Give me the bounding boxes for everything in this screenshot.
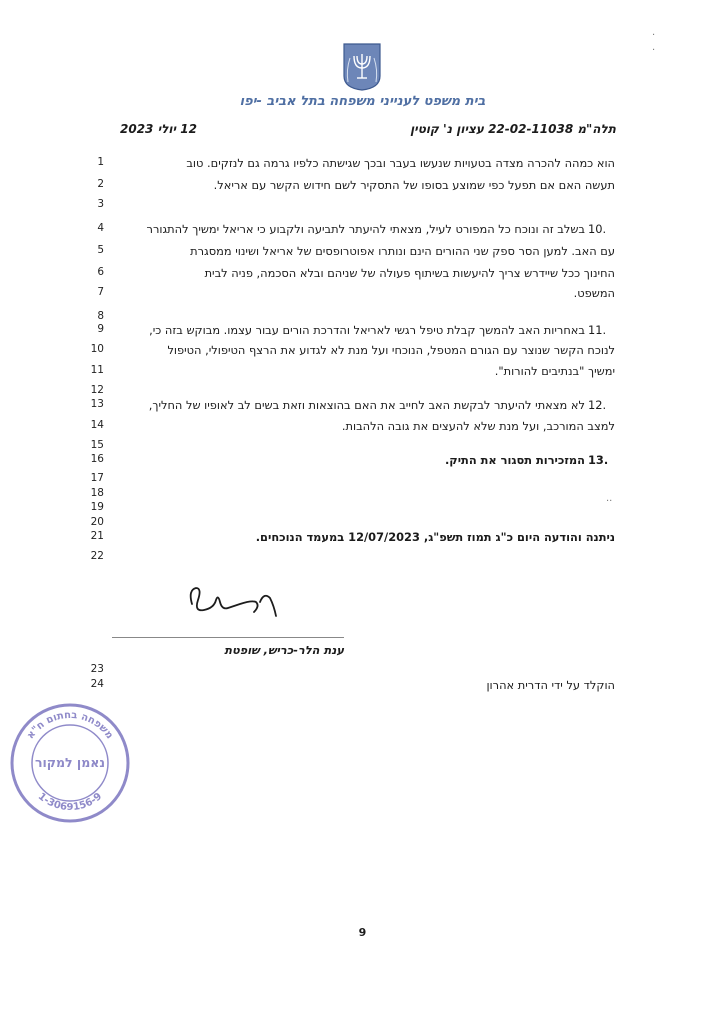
line-number: 10 (90, 343, 104, 355)
line-number: 13 (90, 398, 104, 410)
stamp-text: משפחה בחתום ח"א (25, 709, 115, 742)
line-number: 22 (90, 550, 104, 562)
line-number: 1 (97, 156, 104, 168)
line-number: 8 (97, 310, 104, 322)
state-emblem-icon (342, 42, 382, 92)
line-text: תעשה האם אם תפעל כפי שמוצע בסופו של התסקיר לשם חידוש הקשר עם אריאל. (213, 178, 615, 192)
line-number: 21 (90, 530, 104, 542)
line-number: 16 (90, 453, 104, 465)
line-number: 3 (97, 198, 104, 210)
paragraph-number: 13. (588, 453, 609, 467)
stamp-text: נאמן למקור (34, 755, 106, 770)
line-text: למצב המורכב, ועל מנת שלא להעצים את גובה הלהבות. (341, 419, 615, 433)
line-text: עם האב. למען הסר ספק שני ההורים הינם ונותרו אפוטרופסים של אריאל ושינוי ממסגרת (190, 244, 615, 258)
line-number: 20 (90, 516, 104, 528)
line-number: 2 (97, 178, 104, 190)
line-text: ימשיך "בנתיבים להורות". (494, 364, 615, 378)
court-name: בית משפט לענייני משפחה בתל אביב -יפו (239, 94, 486, 109)
line-number: 24 (90, 678, 104, 690)
line-number: 5 (97, 244, 104, 256)
scan-mark: · (652, 30, 656, 41)
line-number: 14 (90, 419, 104, 431)
paragraph-number: 12. (588, 398, 607, 412)
svg-text:1-3069156-9 (36, 791, 104, 813)
judge-name: ענת הלר-כריש, שופטת (224, 643, 344, 657)
page-number: 9 (358, 926, 367, 939)
line-number: 19 (90, 501, 104, 513)
line-text: ניתנה והודעה היום כ"ג תמוז תשפ"ג, 12/07/2023 במעמד הנוכחים. (255, 530, 615, 544)
line-number: 6 (97, 266, 104, 278)
case-date: 12 יולי 2023 (120, 122, 197, 136)
line-text: הוקלד על ידי הדרית אהרון (486, 678, 615, 692)
signature-line (112, 637, 344, 638)
line-text: לנוכח הקשר שנוצר עם הגורם המטפל, הנוכחי ועל מנת לא לגדוע את הרצף הטיפולי, הטיפול (167, 343, 615, 357)
line-number: 9 (97, 323, 104, 335)
line-text: באחריות האב להמשך קבלת טיפל רגשי לאריאל והדרכת הורים עבור עצמו. מבוקש בזה כי, (149, 323, 585, 337)
line-text: החינוך ככל שיידרש צריך להיעשות בשיתוף פעולה של שניהם ובלא הסכמה, פניה לבית (204, 266, 615, 280)
line-number: 7 (97, 286, 104, 298)
true-copy-stamp (7, 700, 133, 826)
line-number: 15 (90, 439, 104, 451)
line-number: 23 (90, 663, 104, 675)
line-text: לא מצאתי להיעתר לבקשת האב לחייב את האם בהוצאות וזאת בשים לב לאופיו של החליך, (148, 398, 585, 412)
line-number: 11 (90, 364, 104, 376)
stamp-text: 1-3069156-9 (35, 791, 105, 813)
line-number: 18 (90, 487, 104, 499)
line-text: המזכירות תסגור את התיק. (444, 453, 585, 467)
paragraph-number: 10. (588, 222, 607, 236)
judge-signature (180, 580, 300, 620)
line-number: 12 (90, 384, 104, 396)
line-number: 4 (97, 222, 104, 234)
line-text: בשלב זה ונוכח כל המפורט לעיל, מצאתי להיעתר לתביעה ולקבוע כי אריאל ימשיך להתגורר (146, 222, 585, 236)
case-header (120, 122, 616, 140)
paragraph-number: 11. (588, 323, 607, 337)
scan-mark: ·· (606, 496, 613, 507)
line-number: 17 (90, 472, 104, 484)
line-text: המשפט. (573, 286, 615, 300)
scan-mark: · (652, 45, 656, 56)
line-text: הוא כמהה להכרה מצדה בטעויות שנעשו בעבר ובכך שגישתה כלפיו גרמה גם לנזקים. טוב (186, 156, 615, 170)
case-id: תלה"מ 22-02-11038 עציון נ' קוטין (410, 122, 616, 136)
